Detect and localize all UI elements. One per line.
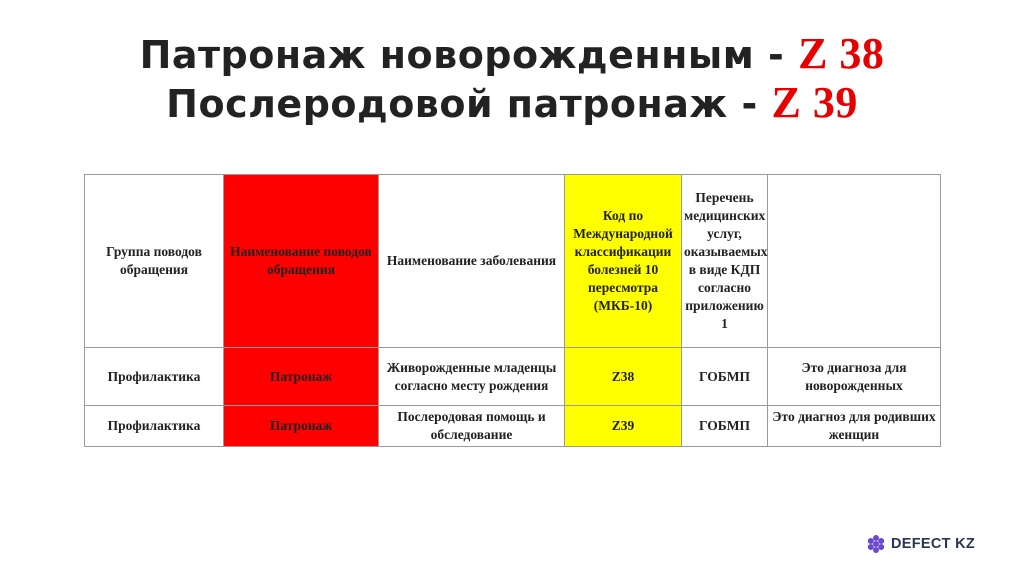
- table-cell: Послеродовая помощь и обследование: [379, 406, 565, 447]
- header-cell: Перечень медицинских услуг, оказываемых в виде КДП согласно приложению 1: [682, 175, 768, 348]
- logo-text: DEFECT KZ: [891, 536, 976, 552]
- header-cell: Наименование поводов обращения: [224, 175, 379, 348]
- table-cell: Это диагноз для родивших женщин: [768, 406, 941, 447]
- header-cell: [768, 175, 941, 348]
- header-cell: Группа поводов обращения: [85, 175, 224, 348]
- table-cell: ГОБМП: [682, 406, 768, 447]
- table-header-row: [85, 175, 941, 348]
- title-line-1-text: Патронаж новорожденным -: [139, 33, 799, 77]
- header-cell: Наименование заболевания: [379, 175, 565, 348]
- table-row: [85, 406, 941, 447]
- table-cell: Это диагноза для новорожденных: [768, 348, 941, 406]
- header-cell: Код по Международной классификации болезней 10 пересмотра (МКБ-10): [565, 175, 682, 348]
- title-line-1-code: Z 38: [798, 29, 885, 78]
- title-line-2-code: Z 39: [771, 78, 858, 127]
- table-cell: Профилактика: [85, 348, 224, 406]
- classification-table: [84, 174, 941, 447]
- table-row: [85, 348, 941, 406]
- table-cell: ГОБМП: [682, 348, 768, 406]
- title-line-2-text: Послеродовой патронаж -: [166, 82, 772, 126]
- table-cell: Z39: [565, 406, 682, 447]
- table-cell: Патронаж: [224, 348, 379, 406]
- defect-kz-logo: [866, 534, 975, 554]
- table-cell: Z38: [565, 348, 682, 406]
- title-line-1: [0, 30, 1024, 79]
- title-line-2: [0, 79, 1024, 128]
- table-cell: Профилактика: [85, 406, 224, 447]
- table-cell: Живорожденные младенцы согласно месту рождения: [379, 348, 565, 406]
- slide-title: [0, 30, 1024, 128]
- flower-dots-icon: [866, 534, 886, 554]
- table-cell: Патронаж: [224, 406, 379, 447]
